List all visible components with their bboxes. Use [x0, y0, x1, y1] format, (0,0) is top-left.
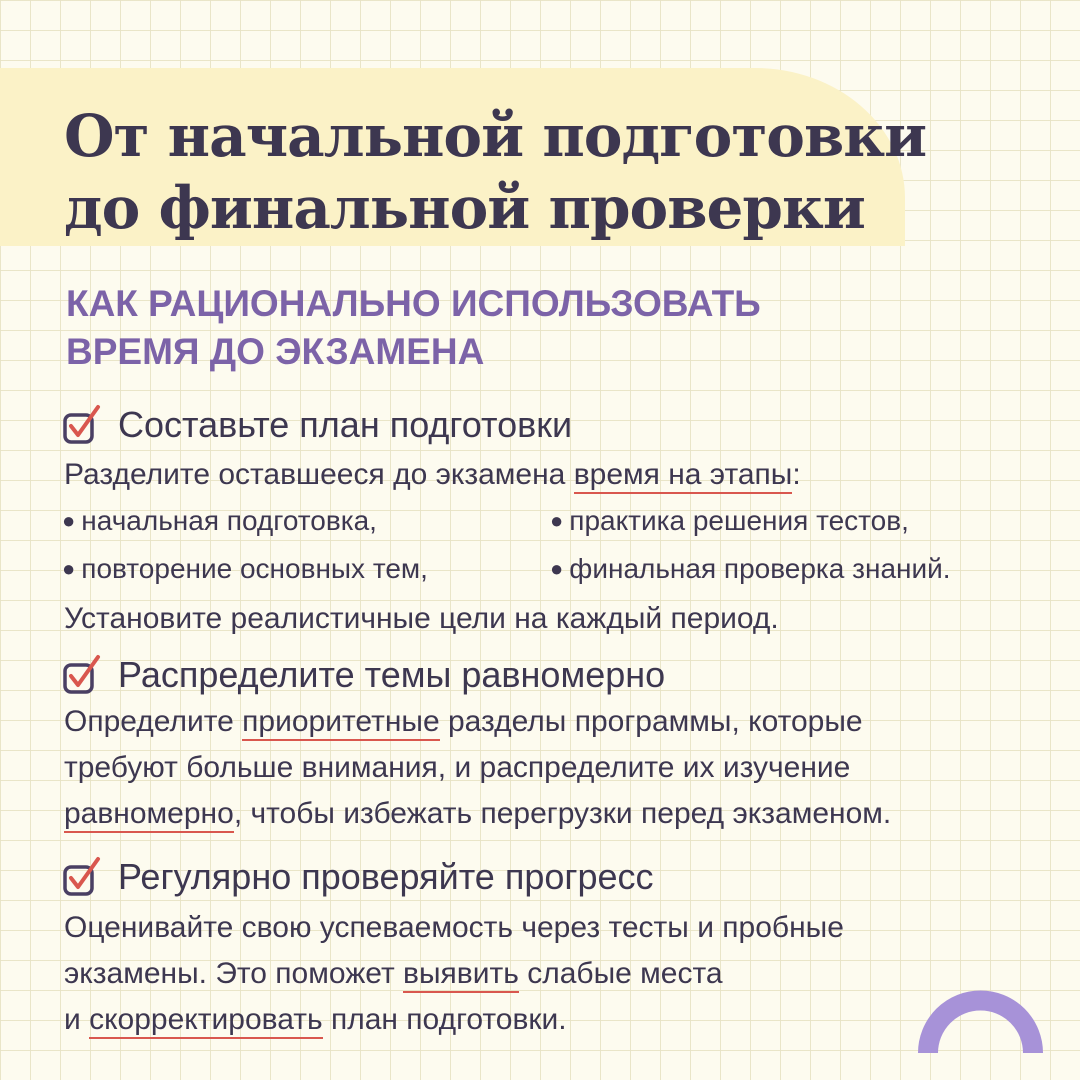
- stage-list: [62, 498, 1052, 594]
- list-item-text: практика решения тестов,: [569, 505, 909, 536]
- text: разделы программы, которые: [439, 705, 863, 738]
- section-header: [62, 855, 1052, 899]
- paragraph-line: требуют больше внимания, и распределите их изучение: [64, 751, 851, 784]
- paragraph-line: [64, 699, 1052, 745]
- paragraph-line: Оценивайте свою успеваемость через тесты и пробные: [64, 911, 844, 944]
- underlined-text: приоритетные: [242, 705, 439, 741]
- checkbox-checked-icon: [62, 404, 104, 446]
- title-line-1: От начальной подготовки: [64, 102, 927, 170]
- underlined-text: время на этапы: [574, 458, 793, 494]
- decorative-arc-icon: [918, 985, 1043, 1055]
- subtitle: [66, 280, 761, 376]
- text: Разделите оставшееся до экзамена: [64, 458, 574, 491]
- page-title: [64, 100, 926, 244]
- text: , чтобы избежать перегрузки перед экзаменом.: [233, 797, 892, 830]
- list-item: [550, 546, 1052, 594]
- section-topics: [62, 653, 1052, 837]
- text: план подготовки.: [322, 1003, 567, 1036]
- subtitle-line-1: КАК РАЦИОНАЛЬНО ИСПОЛЬЗОВАТЬ: [66, 283, 761, 324]
- list-item-text: повторение основных тем,: [81, 553, 428, 584]
- checkbox-checked-icon: [62, 654, 104, 696]
- list-item-text: начальная подготовка,: [81, 505, 377, 536]
- list-item-text: финальная проверка знаний.: [569, 553, 951, 584]
- text: Определите: [64, 705, 243, 738]
- text: и: [64, 1003, 90, 1036]
- section-title: Составьте план подготовки: [118, 404, 573, 445]
- underlined-text: скорректировать: [89, 1003, 323, 1039]
- title-line-2: до финальной проверки: [64, 174, 865, 242]
- list-item: [62, 546, 550, 594]
- text: слабые места: [518, 957, 723, 990]
- paragraph-line: [64, 791, 1052, 837]
- section-title: Регулярно проверяйте прогресс: [118, 856, 654, 897]
- bullet-icon: ●: [62, 508, 76, 533]
- subtitle-line-2: ВРЕМЯ ДО ЭКЗАМЕНА: [66, 331, 485, 372]
- text: экзамены. Это поможет: [64, 957, 404, 990]
- bullet-icon: ●: [550, 556, 564, 581]
- paragraph-line: [64, 997, 1052, 1043]
- section-progress: [62, 855, 1052, 1043]
- paragraph: Установите реалистичные цели на каждый период.: [64, 602, 779, 635]
- bullet-icon: ●: [62, 556, 76, 581]
- section-header: [62, 403, 1052, 447]
- underlined-text: равномерно: [64, 797, 234, 833]
- bullet-icon: ●: [550, 508, 564, 533]
- section-title: Распределите темы равномерно: [118, 654, 666, 695]
- checkbox-checked-icon: [62, 856, 104, 898]
- paragraph-line: [64, 951, 1052, 997]
- section-header: [62, 653, 1052, 697]
- section-plan: [62, 403, 1052, 642]
- list-item: [550, 498, 1052, 546]
- underlined-text: выявить: [403, 957, 519, 993]
- list-item: [62, 498, 550, 546]
- paragraph: [64, 452, 1052, 498]
- text: :: [792, 458, 801, 491]
